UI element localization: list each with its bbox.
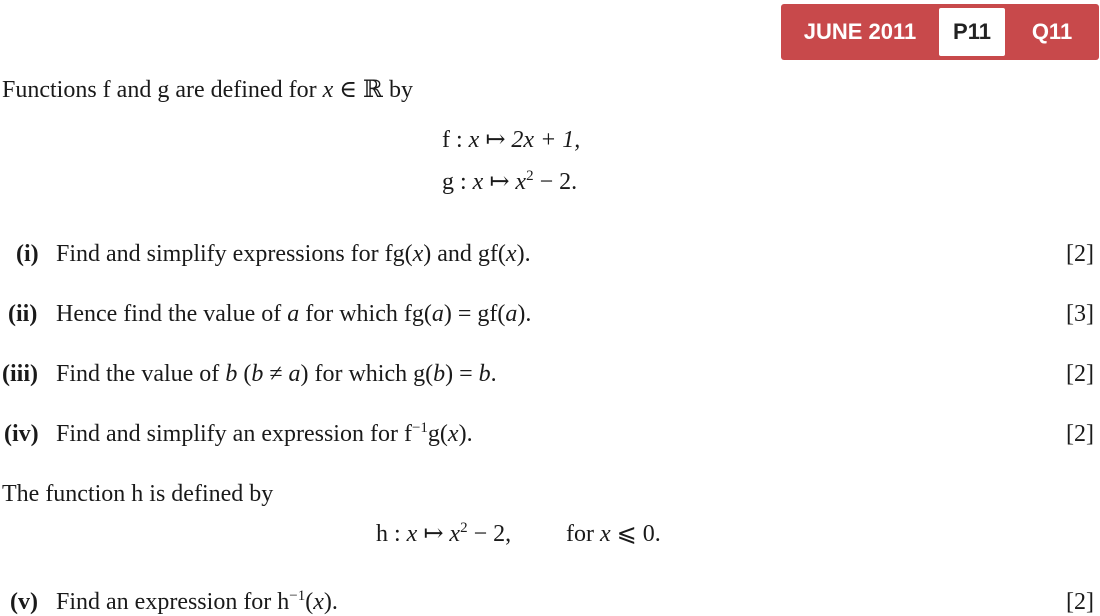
q4-var-1: x — [447, 421, 459, 447]
question-label-ii: (ii) — [8, 301, 38, 327]
q2-text-b: for which fg( — [299, 301, 432, 327]
question-text-iii — [56, 362, 497, 386]
q3-var-3: a — [288, 361, 301, 387]
q3-var-4: b — [433, 361, 446, 387]
q2-var-1: a — [287, 301, 300, 327]
intro-text: Functions f and g are defined for — [2, 77, 317, 103]
marks-iv: [2] — [1066, 421, 1094, 447]
marks-i: [2] — [1066, 241, 1094, 267]
q5-var-1: x — [313, 589, 324, 615]
q3-text-e: ) = — [445, 361, 479, 387]
question-text-iv — [56, 422, 473, 446]
intro-set: ∈ ℝ by — [339, 77, 413, 103]
q1-text-c: ). — [516, 241, 531, 267]
badge-question: Q11 — [1031, 19, 1073, 44]
q5-text-b: ( — [305, 589, 314, 615]
h-domain — [566, 522, 661, 546]
g-map-b: − 2. — [533, 169, 578, 195]
q4-text-c: ). — [458, 421, 473, 447]
h-domain-var: x — [599, 521, 611, 547]
h-domain-a: for — [566, 521, 600, 547]
paper-reference-badge — [781, 4, 1099, 60]
q3-text-a: Find the value of — [56, 361, 226, 387]
f-map: x ↦ 2x + 1, — [468, 127, 581, 153]
q5-text-a: Find an expression for h — [56, 589, 290, 615]
q1-text-a: Find and simplify expressions for fg( — [56, 241, 413, 267]
q2-text-c: ) = gf( — [443, 301, 506, 327]
q3-var-2: b — [251, 361, 264, 387]
q2-var-3: a — [505, 301, 518, 327]
q3-text-c: ≠ — [263, 361, 289, 387]
question-label-i: (i) — [16, 241, 39, 267]
question-label-iii: (iii) — [2, 361, 38, 387]
q1-text-b: ) and gf( — [423, 241, 506, 267]
q5-exponent: −1 — [289, 588, 306, 604]
intro-var: x — [322, 77, 334, 103]
h-definition — [376, 522, 511, 546]
h-intro: The function h is defined by — [2, 481, 274, 507]
q3-text-d: ) for which g( — [300, 361, 434, 387]
q2-var-2: a — [431, 301, 444, 327]
q4-text-a: Find and simplify an expression for f — [56, 421, 412, 447]
q4-exponent: −1 — [411, 420, 428, 436]
g-definition — [442, 170, 577, 194]
q2-text-a: Hence find the value of — [56, 301, 288, 327]
g-prefix: g : — [442, 169, 473, 195]
question-text-v — [56, 590, 338, 614]
h-map-b: − 2, — [467, 521, 512, 547]
badge-session: JUNE 2011 — [803, 19, 917, 44]
q3-var-1: b — [225, 361, 238, 387]
q2-text-d: ). — [517, 301, 532, 327]
question-label-v: (v) — [10, 589, 38, 615]
marks-ii: [3] — [1066, 301, 1094, 327]
g-exponent: 2 — [526, 168, 534, 184]
q4-text-b: g( — [427, 421, 448, 447]
q1-var-2: x — [505, 241, 517, 267]
question-text-ii — [56, 302, 531, 326]
intro-line — [2, 78, 413, 102]
h-domain-b: ⩽ 0. — [610, 521, 661, 547]
q5-text-c: ). — [323, 589, 338, 615]
h-exponent: 2 — [460, 520, 468, 536]
question-label-iv: (iv) — [4, 421, 39, 447]
question-text-i — [56, 242, 531, 266]
q1-var-1: x — [412, 241, 424, 267]
marks-v: [2] — [1066, 589, 1094, 615]
q3-text-b: ( — [237, 361, 252, 387]
q3-text-f: . — [490, 361, 497, 387]
f-prefix: f : — [442, 127, 469, 153]
badge-paper: P11 — [939, 8, 1005, 56]
q3-var-5: b — [478, 361, 491, 387]
h-prefix: h : — [376, 521, 407, 547]
marks-iii: [2] — [1066, 361, 1094, 387]
g-map-a: x ↦ x — [472, 169, 527, 195]
f-definition — [442, 128, 580, 152]
h-map-a: x ↦ x — [406, 521, 461, 547]
